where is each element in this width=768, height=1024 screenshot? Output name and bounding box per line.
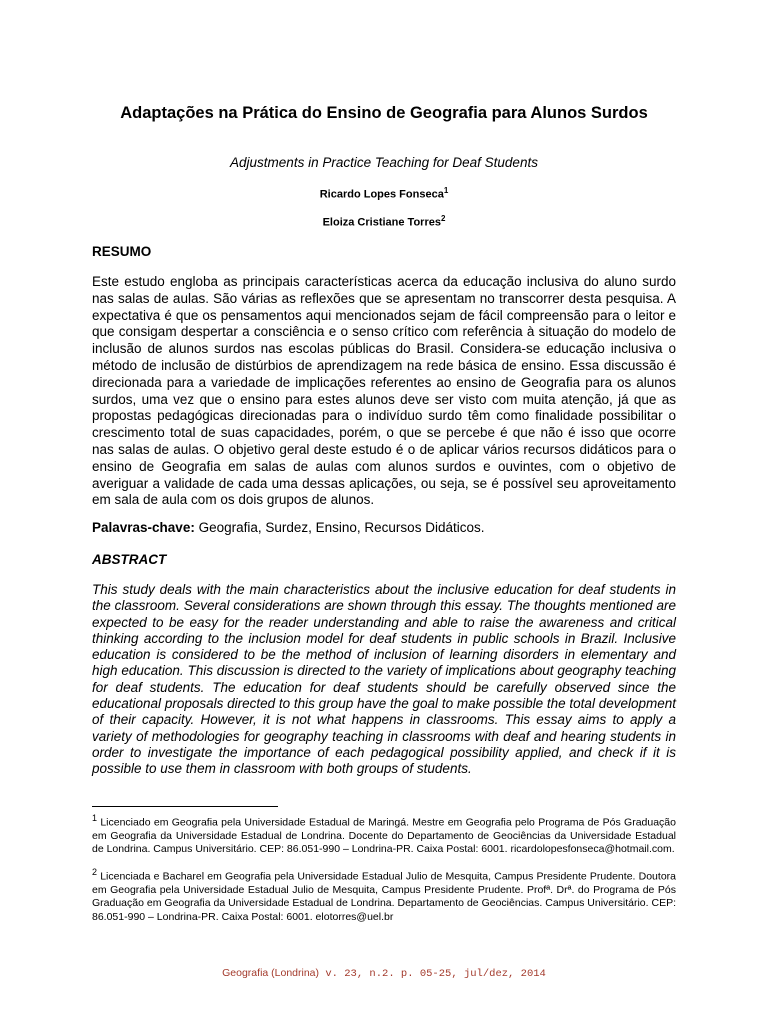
footnote-text: Licenciada e Bacharel em Geografia pela Universidade Estadual Julio de Mesquita, Campus Presidente Prudente. Doutora em Geografia pela Universidade Estadual Julio de Mesquita, Campus Presidente Prudente. Profª. Drª. do Programa de Pós Graduação em Geografia da Universidade Estadual de Londrina. Departamento de Geociências. Campus Universitário. CEP: 86.051-990 – Londrina-PR. Caixa Postal: 6001. elotorres@uel.br — [92, 870, 676, 923]
footnote-divider — [92, 806, 278, 807]
keywords-text: Geografia, Surdez, Ensino, Recursos Didáticos. — [194, 520, 485, 535]
footnote-1 — [92, 812, 676, 857]
abstract-text: This study deals with the main characteristics about the inclusive education for deaf students in the classroom. Several considerations are shown through this essay. The thoughts mentioned are expected to be easy for the reader understanding and able to raise the awareness and critical thinking according to the inclusion model for deaf students in public schools in Brazil. Inclusive education is considered to be the method of inclusion of learning disorders in elementary and high education. This discussion is directed to the variety of implications about geography teaching for deaf students. The education for deaf students should be carefully observed since the educational proposals directed to this group have the goal to make possible the total development of their capacity. However, it is not what happens in classrooms. This essay aims to apply a variety of methodologies for geography teaching in classrooms with deaf and hearing students in order to investigate the importance of each pedagogical possibility applied, and check if it is possible to use them in classroom with both groups of students. — [92, 582, 676, 777]
journal-name: Geografia (Londrina) — [222, 967, 320, 979]
footnote-text: Licenciado em Geografia pela Universidade Estadual de Maringá. Mestre em Geografia pelo Programa de Pós Graduação em Geografia da Universidade Estadual de Londrina. Docente do Departamento de Geociências da Universidade Estadual de Londrina. Campus Universitário. CEP: 86.051-990 – Londrina-PR. Caixa Postal: 6001. ricardolopesfonseca@hotmail.com. — [92, 816, 676, 856]
paper-title: Adaptações na Prática do Ensino de Geografia para Alunos Surdos — [120, 104, 648, 122]
author-name: Eloiza Cristiane Torres — [322, 216, 441, 229]
author-footnote-mark: 2 — [440, 214, 446, 223]
resumo-heading: RESUMO — [92, 244, 152, 259]
author-name: Ricardo Lopes Fonseca — [319, 188, 444, 201]
author-footnote-mark: 1 — [443, 186, 449, 195]
abstract-heading: ABSTRACT — [92, 552, 167, 567]
footnote-mark: 2 — [92, 867, 98, 877]
footnote-mark: 1 — [92, 813, 98, 823]
journal-footer — [0, 967, 768, 980]
author-1 — [0, 186, 768, 201]
keywords — [92, 520, 676, 537]
resumo-text: Este estudo engloba as principais características acerca da educação inclusiva do aluno surdo nas salas de aulas. São várias as reflexões que se apresentam no transcorrer desta pesquisa. A expectativa é que os pensamentos aqui mencionados sejam de fácil compreensão para o leitor e que consigam despertar a consciência e o senso crítico com referência à situação do modelo de inclusão de alunos surdos nas escolas públicas do Brasil. Considera-se educação inclusiva o método de inclusão de distúrbios de aprendizagem na rede básica de ensino. Essa discussão é direcionada para a variedade de implicações referentes ao ensino de Geografia para os alunos surdos, uma vez que o ensino para estes alunos deve ser visto com muita atenção, já que as propostas pedagógicas direcionadas para o indivíduo surdo têm como finalidade possibilitar o crescimento total de suas capacidades, porém, o que se percebe é que não é isso que ocorre nas salas de aulas. O objetivo geral deste estudo é o de aplicar vários recursos didáticos para o ensino de Geografia em salas de aulas com alunos surdos e ouvintes, com o objetivo de averiguar a validade de cada uma dessas aplicações, ou seja, se é possível seu aproveitamento em sala de aula com os dois grupos de alunos. — [92, 274, 676, 508]
journal-citation: v. 23, n.2. p. 05-25, jul/dez, 2014 — [319, 968, 546, 980]
keywords-label: Palavras-chave: — [92, 520, 195, 535]
footnote-2 — [92, 866, 676, 924]
author-2 — [0, 214, 768, 229]
paper-subtitle: Adjustments in Practice Teaching for Deaf Students — [230, 155, 538, 170]
